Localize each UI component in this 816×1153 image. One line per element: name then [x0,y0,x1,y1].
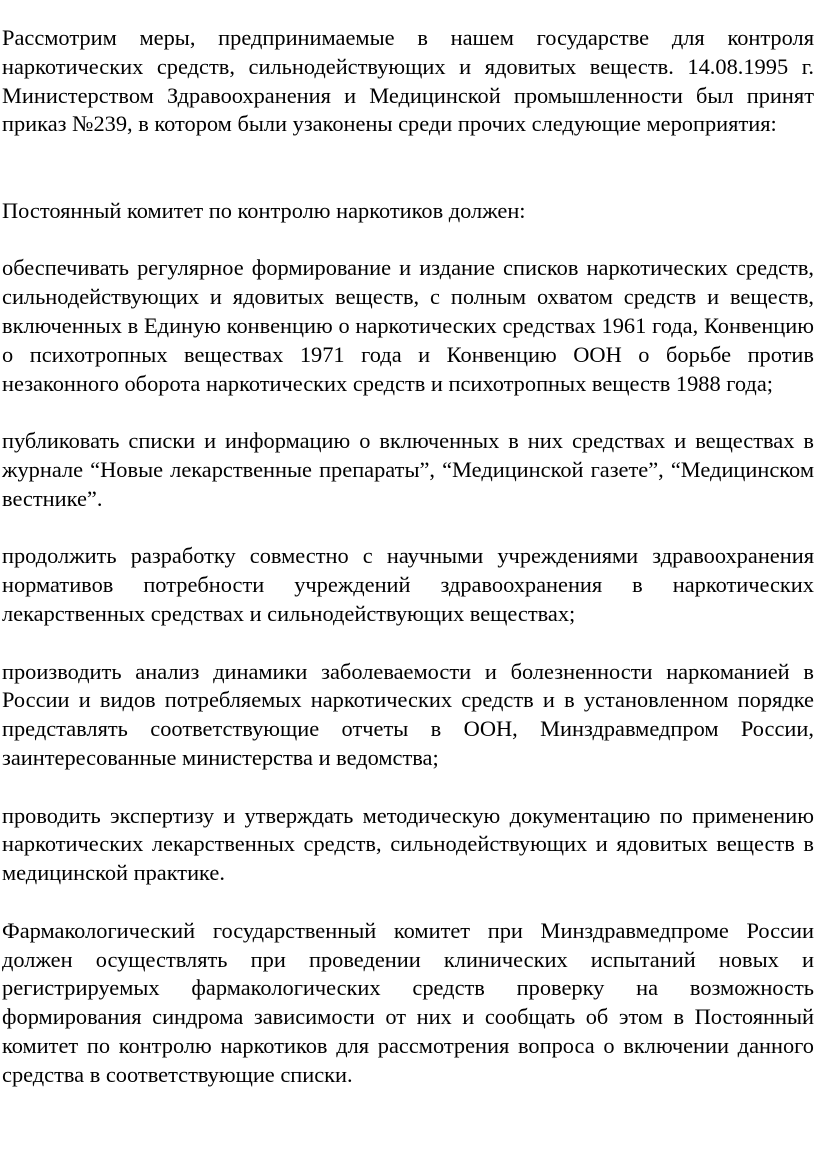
list-item-paragraph: обеспечивать регулярное формирование и издание списков наркотических средств, сильнодействующих и ядовитых веществ, с полным охватом средств и веществ, включенных в Единую конвенцию о наркотических средствах 1961 года, Конвенцию о психотропных веществах 1971 года и Конвенцию ООН о борьбе против незаконного оборота наркотических средств и психотропных веществ 1988 года; [2,255,814,396]
intro-paragraph: Рассмотрим меры, предпринимаемые в нашем государстве для контроля наркотических средств, сильнодействующих и ядовитых веществ. 14.08.1995 г. Министерством Здравоохранения и Медицинской промышленности был принят приказ №239, в котором были узаконены среди прочих следующие мероприятия: [2,25,814,137]
list-item-paragraph: производить анализ динамики заболеваемости и болезненности наркоманией в России и видов потребляемых наркотических средств и в установленном порядке представлять соответствующие отчеты в ООН, Минздравмедпром России, заинтересованные министерства и ведомства; [2,658,814,770]
committee-heading-paragraph: Постоянный комитет по контролю наркотиков должен: [2,197,526,223]
list-item-paragraph: продолжить разработку совместно с научными учреждениями здравоохранения нормативов потребности учреждений здравоохранения в наркотических лекарственных средствах и сильнодействующих веществах; [2,543,814,626]
list-item-paragraph: проводить экспертизу и утверждать методическую документацию по применению наркотических лекарственных средств, сильнодействующих и ядовитых веществ в медицинской практике. [2,802,814,886]
pharmacology-committee-paragraph: Фармакологический государственный комитет при Минздравмедпроме России должен осуществлять при проведении клинических испытаний новых и регистрируемых фармакологических средств проверку на возможность формирования синдрома зависимости от них и сообщать об этом в Постоянный комитет по контролю наркотиков для рассмотрения вопроса о включении данного средства в соответствующие списки. [2,917,814,1087]
list-item-paragraph: публиковать списки и информацию о включенных в них средствах и веществах в журнале “Новые лекарственные препараты”, “Медицинской газете”, “Медицинском вестнике”. [2,428,814,511]
